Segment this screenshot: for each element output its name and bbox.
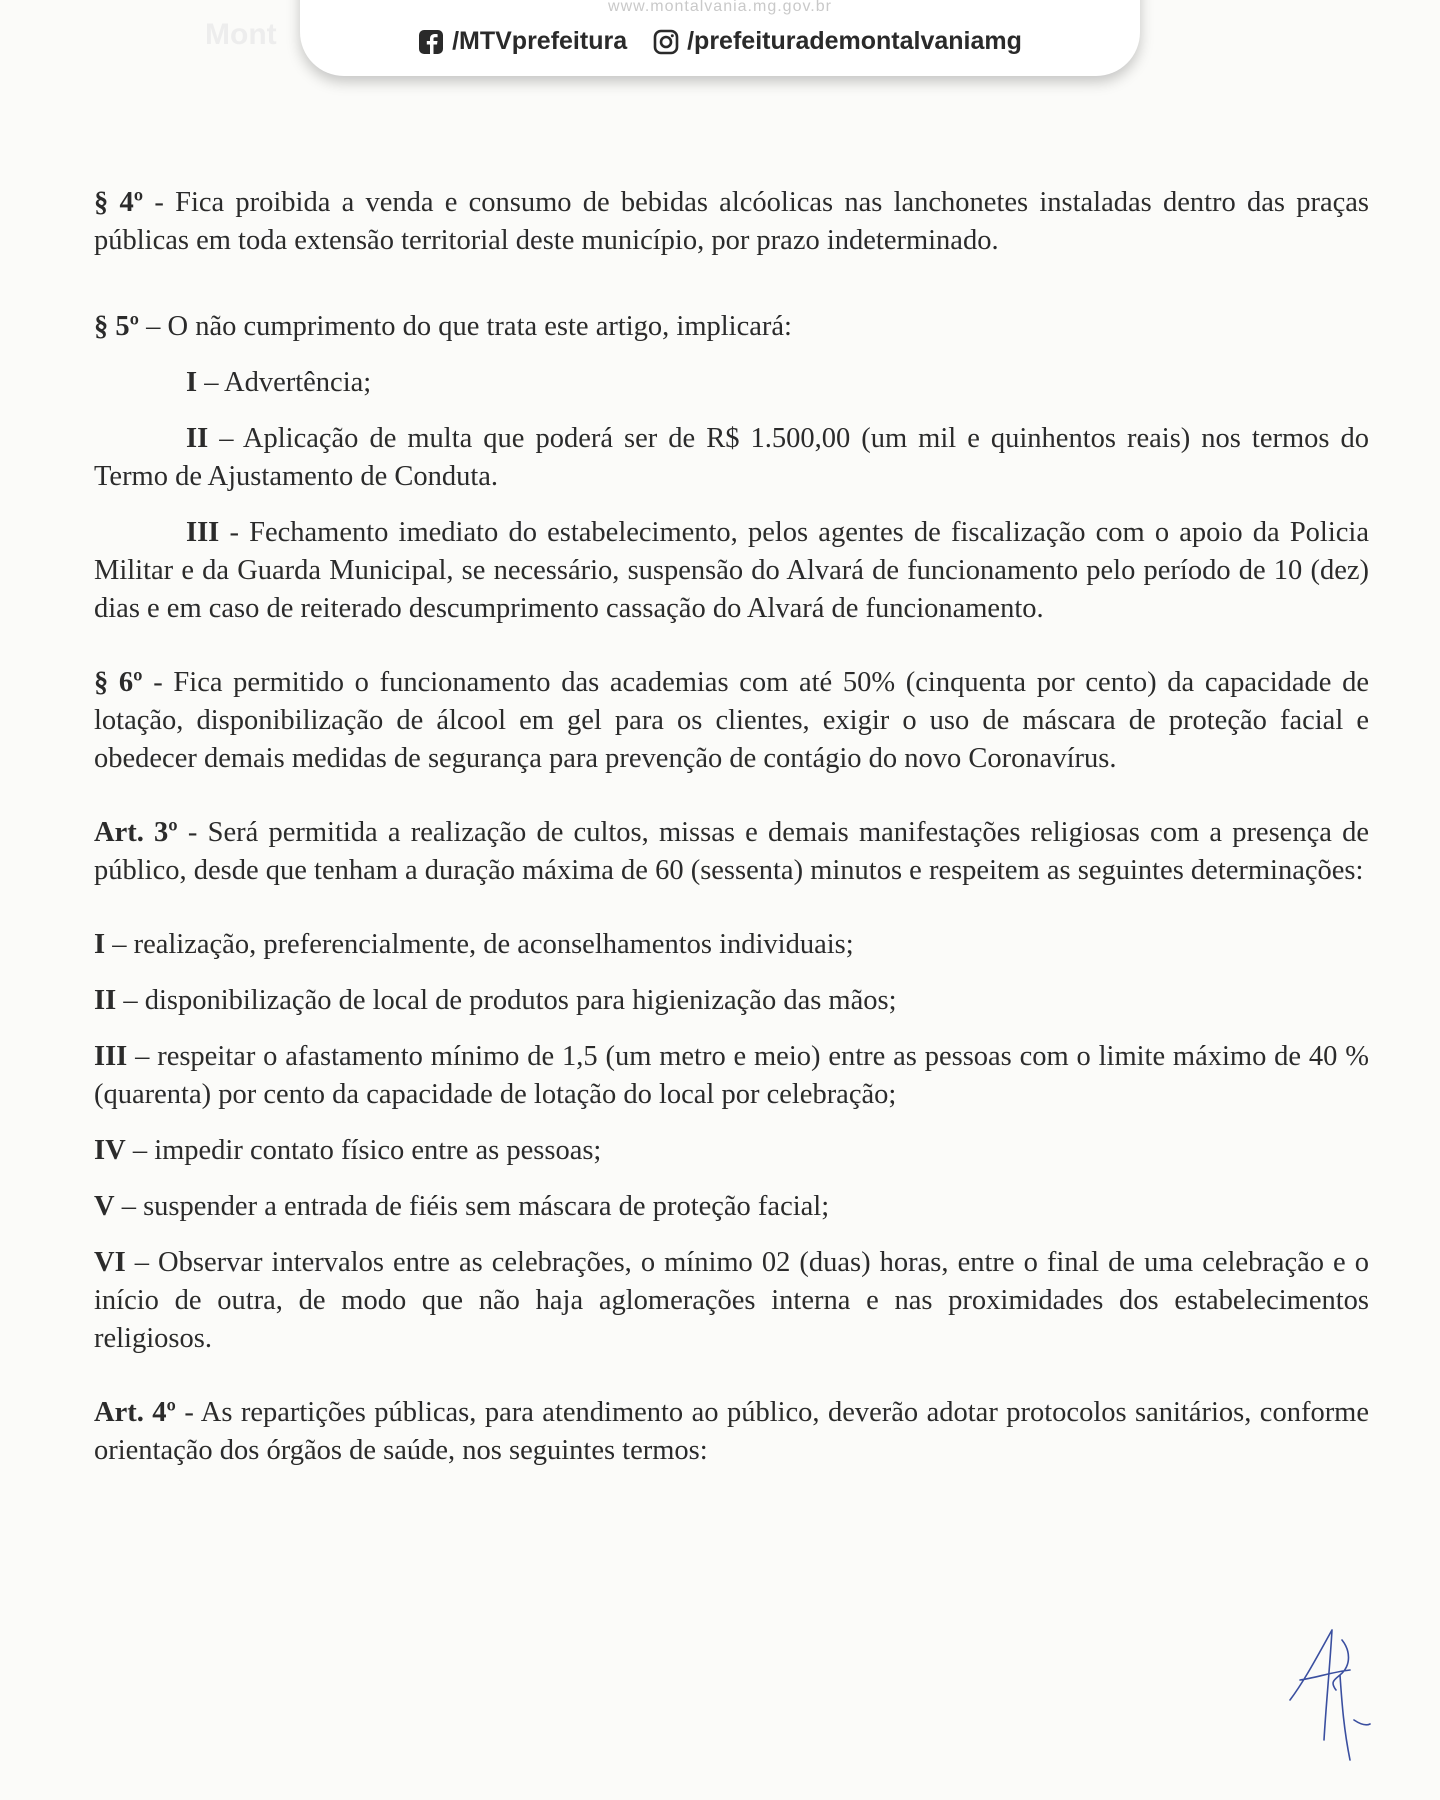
item-text: – Advertência;	[197, 367, 372, 398]
paragraph-text: - Fica proibida a venda e consumo de bebidas alcóolicas nas lanchonetes instaladas dentro das praças públicas em toda extensão territorial deste município, por prazo indeterminado.	[94, 187, 1369, 256]
item-label: II	[186, 423, 209, 454]
item-3-iii	[94, 1038, 1369, 1114]
item-text: - Fechamento imediato do estabelecimento, pelos agentes de fiscalização com o apoio da Policia Militar e da Guarda Municipal, se necessário, suspensão do Alvará de funcionamento pelo período de 10 (dez) dias e em caso de reiterado descumprimento cassação do Alvará de funcionamento.	[94, 517, 1369, 624]
article-text: - As repartições públicas, para atendimento ao público, deverão adotar protocolos sanitários, conforme orientação dos órgãos de saúde, nos seguintes termos:	[94, 1397, 1370, 1466]
facebook-link[interactable]	[418, 27, 627, 56]
instagram-link[interactable]	[653, 27, 1022, 56]
item-3-vi	[94, 1244, 1369, 1358]
article-3	[94, 814, 1369, 890]
item-3-ii	[94, 982, 1369, 1020]
item-text: – Aplicação de multa que poderá ser de R$ 1.500,00 (um mil e quinhentos reais) nos termos do Termo de Ajustamento de Conduta.	[94, 423, 1369, 492]
social-banner	[300, 0, 1140, 76]
item-text: – impedir contato físico entre as pessoas;	[125, 1135, 602, 1166]
item-5-iii	[94, 514, 1369, 628]
article-label: Art. 3º	[94, 817, 178, 848]
facebook-icon	[418, 29, 444, 55]
item-3-i	[94, 926, 1369, 964]
signature-initials	[1280, 1620, 1376, 1770]
instagram-handle: /prefeiturademontalvaniamg	[687, 27, 1022, 55]
item-text: – Observar intervalos entre as celebrações, o mínimo 02 (duas) horas, entre o final de uma celebração e o início de outra, de modo que não haja aglomerações interna e nas proximidades dos estabelecimentos religiosos.	[94, 1247, 1369, 1354]
item-label: III	[186, 517, 220, 548]
document-body	[94, 184, 1369, 1470]
banner-cut-text: www.montalvania.mg.gov.br	[608, 0, 832, 15]
paragraph-text: – O não cumprimento do que trata este artigo, implicará:	[139, 311, 792, 342]
item-label: VI	[94, 1247, 126, 1278]
item-3-iv	[94, 1132, 1369, 1170]
paragraph-label: § 6º	[94, 667, 143, 698]
paragraph-text: - Fica permitido o funcionamento das academias com até 50% (cinquenta por cento) da capacidade de lotação, disponibilização de álcool em gel para os clientes, exigir o uso de máscara de proteção facial e obedecer demais medidas de segurança para prevenção de contágio do novo Coronavírus.	[94, 667, 1369, 774]
item-text: – realização, preferencialmente, de aconselhamentos individuais;	[105, 929, 854, 960]
article-text: - Será permitida a realização de cultos, missas e demais manifestações religiosas com a presença de público, desde que tenham a duração máxima de 60 (sessenta) minutos e respeitem as seguintes determinações:	[94, 817, 1369, 886]
item-5-ii	[94, 420, 1369, 496]
paragraph-label: § 5º	[94, 311, 140, 342]
item-label: I	[186, 367, 198, 398]
item-label: IV	[94, 1135, 126, 1166]
item-label: III	[94, 1041, 128, 1072]
item-label: V	[94, 1191, 115, 1222]
item-text: – respeitar o afastamento mínimo de 1,5 (um metro e meio) entre as pessoas com o limite máximo de 40 % (quarenta) por cento da capacidade de lotação do local por celebração;	[94, 1041, 1369, 1110]
item-label: I	[94, 929, 106, 960]
item-3-v	[94, 1188, 1369, 1226]
ghost-header-text: Mont	[205, 18, 277, 51]
item-label: II	[94, 985, 117, 1016]
paragraph-6	[94, 664, 1369, 778]
article-label: Art. 4º	[94, 1397, 176, 1428]
item-5-i	[94, 364, 1369, 402]
facebook-handle: /MTVprefeitura	[452, 27, 628, 55]
paragraph-label: § 4º	[94, 187, 144, 218]
article-4	[94, 1394, 1369, 1470]
instagram-icon	[653, 29, 679, 55]
paragraph-4	[94, 184, 1369, 260]
item-text: – suspender a entrada de fiéis sem máscara de proteção facial;	[114, 1191, 830, 1222]
paragraph-5	[94, 308, 1369, 346]
item-text: – disponibilização de local de produtos para higienização das mãos;	[116, 985, 897, 1016]
